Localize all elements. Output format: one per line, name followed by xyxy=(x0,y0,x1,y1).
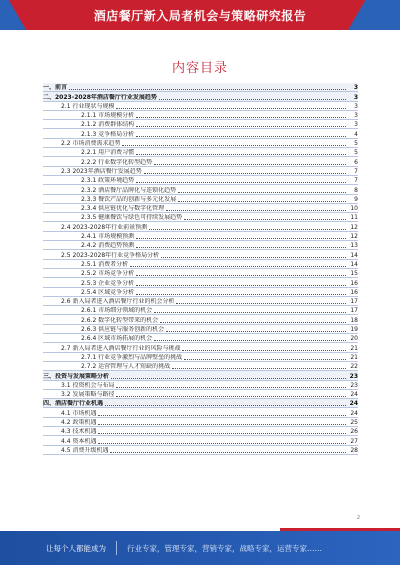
toc-entry[interactable] xyxy=(43,111,358,120)
toc-entry-page: 21 xyxy=(350,353,358,361)
toc-entry[interactable] xyxy=(43,315,358,324)
footer-slogan-left: 让每个人都能成为 xyxy=(46,543,106,553)
toc-entry[interactable] xyxy=(43,278,358,287)
toc-entry-page: 17 xyxy=(350,307,358,315)
toc-entry-label: 2.1 行业现状与规模 xyxy=(61,102,115,110)
toc-dot-leader xyxy=(182,350,346,351)
header-decoration-left xyxy=(0,0,40,30)
toc-entry-label: 2.7.1 行业竞争激烈与品牌壁垒的挑战 xyxy=(81,353,183,361)
table-of-contents xyxy=(43,83,358,455)
toc-entry-label: 2.1.2 消费群体结构 xyxy=(81,121,135,129)
toc-entry-page: 23 xyxy=(349,372,358,380)
toc-entry[interactable] xyxy=(43,83,358,92)
toc-dot-leader xyxy=(110,452,346,453)
toc-dot-leader xyxy=(154,340,346,341)
toc-entry-page: 11 xyxy=(350,214,358,222)
toc-entry-page: 27 xyxy=(350,437,358,445)
toc-dot-leader xyxy=(159,99,346,100)
toc-entry-page: 23 xyxy=(350,381,358,389)
toc-entry[interactable] xyxy=(43,232,358,241)
toc-entry-page: 16 xyxy=(350,288,358,296)
toc-dot-leader xyxy=(116,396,346,397)
toc-dot-leader xyxy=(154,312,346,313)
toc-entry-page: 9 xyxy=(354,195,358,203)
toc-entry-page: 5 xyxy=(354,140,358,148)
toc-dot-leader xyxy=(149,229,346,230)
toc-entry-label: 2.7.2 运营管理与人才短缺的挑战 xyxy=(81,363,171,371)
toc-dot-leader xyxy=(116,387,346,388)
toc-entry-page: 14 xyxy=(350,251,358,259)
toc-entry[interactable] xyxy=(43,176,358,185)
toc-entry-page: 6 xyxy=(354,158,358,166)
toc-dot-leader xyxy=(130,266,346,267)
toc-entry[interactable] xyxy=(43,446,358,455)
toc-entry-label: 2.5 2023-2028年行业竞争格局分析 xyxy=(61,251,160,259)
toc-entry[interactable] xyxy=(43,418,358,427)
toc-entry-label: 2.5.1 消费者分析 xyxy=(81,260,129,268)
toc-dot-leader xyxy=(178,192,346,193)
toc-entry-page: 10 xyxy=(350,205,358,213)
toc-entry[interactable] xyxy=(43,195,358,204)
toc-entry[interactable] xyxy=(43,408,358,417)
toc-entry[interactable] xyxy=(43,185,358,194)
toc-dot-leader xyxy=(136,275,346,276)
toc-entry-label: 2.6 新入局者进入酒店餐厅行业的机会分析 xyxy=(61,298,175,306)
toc-entry-page: 20 xyxy=(350,335,358,343)
toc-dot-leader xyxy=(172,368,346,369)
toc-dot-leader xyxy=(184,219,346,220)
toc-entry[interactable] xyxy=(43,343,358,352)
toc-entry-page: 5 xyxy=(354,149,358,157)
toc-entry-page: 3 xyxy=(354,102,358,110)
toc-entry-label: 3.1 投资机会与布局 xyxy=(61,381,115,389)
toc-entry[interactable] xyxy=(43,288,358,297)
toc-entry-page: 24 xyxy=(349,400,358,408)
toc-entry-page: 7 xyxy=(354,167,358,175)
toc-entry-page: 28 xyxy=(350,446,358,454)
toc-entry[interactable] xyxy=(43,362,358,371)
toc-entry-page: 3 xyxy=(353,93,358,101)
toc-entry-label: 2.3 2023年酒店餐厅发展趋势 xyxy=(61,167,142,175)
toc-entry[interactable] xyxy=(43,297,358,306)
footer-banner xyxy=(0,531,400,565)
toc-dot-leader xyxy=(69,89,346,90)
toc-entry-page: 12 xyxy=(350,233,358,241)
toc-entry-label: 2.1.3 竞争格局分析 xyxy=(81,130,135,138)
toc-entry-page: 7 xyxy=(354,177,358,185)
toc-entry-label: 2.6.3 供应链与服务创新的机会 xyxy=(81,326,165,334)
footer-divider xyxy=(116,541,117,555)
toc-entry-label: 4.2 政策机遇 xyxy=(61,418,97,426)
header-decoration-right xyxy=(330,0,400,30)
toc-entry[interactable] xyxy=(43,381,358,390)
toc-entry-label: 2.3.2 酒店餐厅品牌化与连锁化趋势 xyxy=(81,186,177,194)
toc-dot-leader xyxy=(98,433,346,434)
toc-entry-page: 4 xyxy=(354,130,358,138)
toc-entry[interactable] xyxy=(43,269,358,278)
toc-entry[interactable] xyxy=(43,204,358,213)
toc-dot-leader xyxy=(116,108,346,109)
toc-entry-label: 2.6.4 区域市场拓展的机会 xyxy=(81,335,153,343)
toc-dot-leader xyxy=(136,247,346,248)
toc-entry[interactable] xyxy=(43,371,358,380)
toc-entry-label: 四、酒店餐厅行业机遇 xyxy=(43,400,104,408)
toc-entry-label: 4.4 资本机遇 xyxy=(61,437,97,445)
toc-entry[interactable] xyxy=(43,325,358,334)
toc-entry-page: 18 xyxy=(350,316,358,324)
toc-dot-leader xyxy=(136,294,346,295)
toc-entry[interactable] xyxy=(43,436,358,445)
toc-entry-label: 2.2.1 用户消费习惯 xyxy=(81,149,135,157)
toc-entry-label: 2.5.2 市场竞争分析 xyxy=(81,270,135,278)
toc-entry-page: 21 xyxy=(350,344,358,352)
toc-entry-label: 一、前言 xyxy=(43,84,68,92)
toc-entry[interactable] xyxy=(43,167,358,176)
toc-entry-label: 2.4.1 市场规模预测 xyxy=(81,233,135,241)
footer-slogan-right: 行业专家，管理专家，营销专家，战略专家，运营专家…… xyxy=(127,543,322,553)
toc-entry[interactable] xyxy=(43,222,358,231)
toc-entry[interactable] xyxy=(43,157,358,166)
toc-entry-label: 2.5.3 企业竞争分析 xyxy=(81,279,135,287)
toc-dot-leader xyxy=(136,126,346,127)
toc-entry-page: 13 xyxy=(350,242,358,250)
toc-entry-page: 12 xyxy=(350,223,358,231)
toc-dot-leader xyxy=(136,285,346,286)
toc-entry[interactable] xyxy=(43,399,358,408)
toc-entry-label: 2.3.1 政策环境趋势 xyxy=(81,177,135,185)
toc-dot-leader xyxy=(136,182,346,183)
toc-dot-leader xyxy=(136,136,346,137)
toc-dot-leader xyxy=(136,117,346,118)
toc-dot-leader xyxy=(178,201,346,202)
toc-entry[interactable] xyxy=(43,92,358,101)
toc-entry-page: 16 xyxy=(350,279,358,287)
toc-entry-label: 2.3.3 餐饮产品的创新与多元化发展 xyxy=(81,195,177,203)
toc-entry[interactable] xyxy=(43,353,358,362)
report-header-banner xyxy=(0,0,400,30)
toc-entry-label: 3.2 发展策略与路径 xyxy=(61,391,115,399)
toc-entry[interactable] xyxy=(43,334,358,343)
toc-entry-page: 22 xyxy=(350,363,358,371)
toc-entry-label: 2.3.4 供应链优化与数字化管理 xyxy=(81,205,165,213)
toc-entry-page: 17 xyxy=(350,298,358,306)
toc-entry-label: 2.1.1 市场规模分析 xyxy=(81,112,135,120)
toc-entry-label: 2.2 市场消费需求趋势 xyxy=(61,140,121,148)
toc-dot-leader xyxy=(154,164,346,165)
toc-entry[interactable] xyxy=(43,250,358,259)
toc-entry-label: 2.4 2023-2028年行业前景预测 xyxy=(61,223,148,231)
toc-entry-page: 25 xyxy=(350,418,358,426)
toc-entry-label: 2.2.2 行业数字化转型趋势 xyxy=(81,158,153,166)
toc-entry[interactable] xyxy=(43,241,358,250)
toc-heading: 内容目录 xyxy=(171,61,228,76)
toc-entry-label: 2.3.5 健康餐饮与绿色可持续发展趋势 xyxy=(81,214,183,222)
toc-dot-leader xyxy=(160,322,346,323)
toc-entry-page: 3 xyxy=(354,121,358,129)
toc-dot-leader xyxy=(136,154,346,155)
toc-entry-page: 24 xyxy=(350,391,358,399)
toc-entry-page: 14 xyxy=(350,260,358,268)
toc-entry[interactable] xyxy=(43,129,358,138)
toc-entry-label: 4.5 消费升级机遇 xyxy=(61,446,109,454)
toc-dot-leader xyxy=(161,257,346,258)
toc-entry[interactable] xyxy=(43,427,358,436)
toc-entry-page: 15 xyxy=(350,270,358,278)
toc-entry[interactable] xyxy=(43,148,358,157)
toc-entry[interactable] xyxy=(43,102,358,111)
toc-entry-label: 2.7 新入局者进入酒店餐厅行业的风险与挑战 xyxy=(61,344,181,352)
toc-dot-leader xyxy=(166,210,346,211)
toc-entry[interactable] xyxy=(43,260,358,269)
toc-entry-label: 2.4.2 消费趋势预测 xyxy=(81,242,135,250)
toc-dot-leader xyxy=(176,303,346,304)
toc-dot-leader xyxy=(105,405,346,406)
toc-entry[interactable] xyxy=(43,213,358,222)
toc-entry-label: 4.1 市场机遇 xyxy=(61,409,97,417)
toc-entry[interactable] xyxy=(43,306,358,315)
toc-dot-leader xyxy=(122,145,346,146)
toc-dot-leader xyxy=(136,238,346,239)
toc-entry-label: 2.6.2 数字化转型带来的机会 xyxy=(81,316,159,324)
toc-entry-page: 19 xyxy=(350,326,358,334)
toc-entry-page: 8 xyxy=(354,186,358,194)
toc-dot-leader xyxy=(166,331,346,332)
toc-dot-leader xyxy=(144,173,346,174)
toc-entry-page: 3 xyxy=(353,84,358,92)
toc-entry[interactable] xyxy=(43,390,358,399)
toc-dot-leader xyxy=(98,424,346,425)
report-title: 酒店餐厅新入局者机会与策略研究报告 xyxy=(93,8,307,23)
toc-entry-page: 3 xyxy=(354,112,358,120)
toc-entry-page: 24 xyxy=(350,409,358,417)
toc-entry-label: 4.3 技术机遇 xyxy=(61,428,97,436)
toc-entry-page: 26 xyxy=(350,428,358,436)
toc-entry-label: 二、2023-2028年酒店餐厅行业发展趋势 xyxy=(43,93,157,101)
page-number: 2 xyxy=(356,515,360,521)
toc-entry-label: 2.5.4 区域竞争分析 xyxy=(81,288,135,296)
toc-dot-leader xyxy=(98,443,346,444)
toc-dot-leader xyxy=(98,415,346,416)
toc-dot-leader xyxy=(111,378,346,379)
toc-entry-label: 三、投资与发展策略分析 xyxy=(43,372,110,380)
toc-entry[interactable] xyxy=(43,120,358,129)
toc-entry-label: 2.6.1 市场细分领域的机会 xyxy=(81,307,153,315)
toc-entry[interactable] xyxy=(43,139,358,148)
toc-dot-leader xyxy=(184,359,346,360)
